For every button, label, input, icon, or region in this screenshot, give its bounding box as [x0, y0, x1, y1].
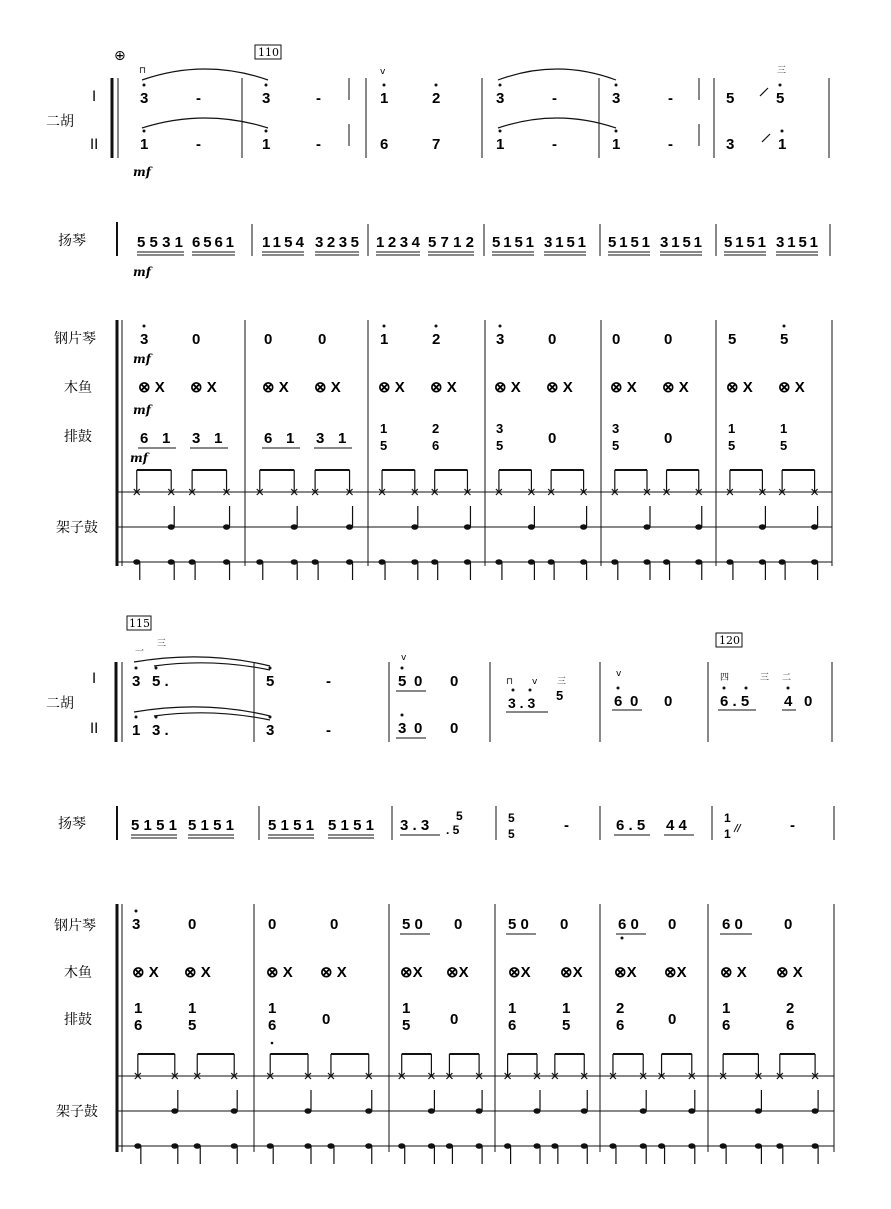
- svg-text:三: 三: [760, 673, 770, 683]
- up-bow-mark: v: [380, 67, 386, 77]
- svg-text:4 4: 4 4: [666, 817, 687, 834]
- svg-text:0: 0: [664, 693, 673, 710]
- svg-text:5: 5: [780, 438, 788, 453]
- coda-sign: ⊕: [114, 48, 126, 64]
- svg-text:二胡: 二胡: [46, 696, 74, 712]
- svg-text:6: 6: [140, 430, 149, 447]
- svg-text:1: 1: [214, 430, 223, 447]
- svg-text:5: 5: [380, 438, 388, 453]
- svg-text:0: 0: [264, 331, 273, 348]
- svg-text:三: 三: [557, 677, 567, 687]
- svg-text:5 0: 5 0: [508, 916, 529, 933]
- svg-text:5: 5: [726, 90, 735, 107]
- svg-text:6: 6: [614, 693, 623, 710]
- svg-text:-: -: [552, 90, 557, 107]
- svg-text:3: 3: [266, 722, 275, 739]
- svg-text:2: 2: [616, 1000, 625, 1017]
- svg-text:0: 0: [548, 430, 557, 447]
- svg-text:v: v: [616, 669, 622, 679]
- svg-text:3: 3: [496, 331, 505, 348]
- svg-text:3: 3: [140, 331, 149, 348]
- svg-text:木鱼: 木鱼: [64, 965, 92, 981]
- svg-text:⊗ X: ⊗ X: [726, 379, 753, 396]
- svg-text:1: 1: [724, 827, 731, 841]
- svg-text:5151: 5151: [131, 817, 177, 834]
- svg-text:-: -: [668, 136, 673, 153]
- svg-text:1: 1: [778, 136, 787, 153]
- svg-text:⊗ X: ⊗ X: [662, 379, 689, 396]
- svg-text:II: II: [90, 721, 99, 737]
- svg-text:0: 0: [548, 331, 557, 348]
- svg-text:5: 5: [398, 673, 407, 690]
- svg-text:⊗ X: ⊗ X: [430, 379, 457, 396]
- svg-text:-: -: [196, 136, 201, 153]
- svg-text:三: 三: [157, 639, 167, 649]
- svg-text:5: 5: [612, 438, 620, 453]
- svg-text:⊗X: ⊗X: [400, 964, 423, 981]
- svg-text:1: 1: [612, 136, 621, 153]
- svg-text:⊗ X: ⊗ X: [610, 379, 637, 396]
- system-2: [46, 616, 834, 1164]
- svg-text:⊗ X: ⊗ X: [320, 964, 347, 981]
- svg-text:5: 5: [496, 438, 504, 453]
- svg-text:3 . 3: 3 . 3: [508, 695, 536, 711]
- svg-text:3: 3: [726, 136, 735, 153]
- svg-text:v: v: [401, 653, 407, 663]
- svg-text:1: 1: [140, 136, 149, 153]
- drumkit-label: 架子鼓: [56, 520, 98, 536]
- fingering-three: 三: [777, 66, 787, 76]
- svg-text:1: 1: [132, 722, 141, 739]
- svg-text:5: 5: [776, 90, 785, 107]
- svg-text:3: 3: [612, 90, 621, 107]
- svg-text:0: 0: [414, 673, 423, 690]
- svg-text:5712: 5712: [428, 234, 474, 251]
- svg-text:⊗ X: ⊗ X: [378, 379, 405, 396]
- svg-text:1: 1: [162, 430, 171, 447]
- svg-text:3 .: 3 .: [152, 722, 169, 739]
- svg-text:2: 2: [786, 1000, 795, 1017]
- svg-text:5: 5: [556, 688, 564, 703]
- svg-text:架子鼓: 架子鼓: [56, 1104, 98, 1120]
- svg-text:⊗ X: ⊗ X: [314, 379, 341, 396]
- svg-text:2: 2: [432, 421, 440, 436]
- svg-text:1154: 1154: [262, 234, 304, 251]
- svg-text:1: 1: [380, 90, 389, 107]
- glockenspiel-label: 钢片琴: [54, 331, 96, 347]
- fingering-two: 二: [782, 673, 792, 683]
- svg-text:5: 5: [508, 811, 515, 825]
- svg-text:⊗X: ⊗X: [614, 964, 637, 981]
- svg-text:v: v: [532, 677, 538, 687]
- erhu-1-label: I: [92, 89, 97, 105]
- svg-text:3: 3: [192, 430, 201, 447]
- svg-text:0: 0: [454, 916, 463, 933]
- svg-text:⊗X: ⊗X: [560, 964, 583, 981]
- svg-text:1: 1: [338, 430, 347, 447]
- svg-text:1: 1: [402, 1000, 411, 1017]
- svg-text:⊗X: ⊗X: [664, 964, 687, 981]
- svg-text:6 . 5: 6 . 5: [616, 817, 646, 834]
- system-1: [46, 45, 832, 580]
- svg-text:5151: 5151: [328, 817, 374, 834]
- svg-text:0: 0: [668, 1011, 677, 1028]
- svg-text:-: -: [326, 673, 331, 690]
- svg-text:3: 3: [316, 430, 325, 447]
- svg-text:3: 3: [398, 720, 407, 737]
- svg-text:钢片琴: 钢片琴: [54, 918, 96, 934]
- svg-text:1: 1: [262, 136, 271, 153]
- svg-text:6: 6: [786, 1017, 795, 1034]
- svg-text:0: 0: [414, 720, 423, 737]
- measure-number-115: 115: [129, 617, 150, 630]
- svg-text:5151: 5151: [188, 817, 234, 834]
- svg-text:0: 0: [668, 916, 677, 933]
- svg-text:6 . 5: 6 . 5: [720, 693, 750, 710]
- svg-text:6: 6: [616, 1017, 625, 1034]
- svg-text:3: 3: [132, 673, 141, 690]
- svg-text:5: 5: [728, 331, 737, 348]
- svg-text:⊗ X: ⊗ X: [778, 379, 805, 396]
- svg-text:⊗X: ⊗X: [508, 964, 531, 981]
- svg-text:5151: 5151: [268, 817, 314, 834]
- svg-text:0: 0: [630, 693, 639, 710]
- svg-text:5: 5: [562, 1017, 571, 1034]
- svg-text:3: 3: [612, 421, 620, 436]
- svg-text:⊗ X: ⊗ X: [546, 379, 573, 396]
- svg-text:-: -: [316, 136, 321, 153]
- svg-text:⊗ X: ⊗ X: [720, 964, 747, 981]
- svg-text:6561: 6561: [192, 234, 234, 251]
- svg-text:6: 6: [264, 430, 273, 447]
- svg-text:1: 1: [188, 1000, 197, 1017]
- svg-text:-: -: [316, 90, 321, 107]
- svg-text:1: 1: [780, 421, 788, 436]
- svg-text:5: 5: [402, 1017, 411, 1034]
- svg-text:⊗ X: ⊗ X: [494, 379, 521, 396]
- svg-text:6: 6: [722, 1017, 731, 1034]
- svg-text:0: 0: [318, 331, 327, 348]
- svg-text:5151: 5151: [608, 234, 650, 251]
- svg-text:5: 5: [508, 827, 515, 841]
- muyu-label: 木鱼: [64, 380, 92, 396]
- svg-text:3 . 3: 3 . 3: [400, 817, 430, 834]
- svg-text:5151: 5151: [492, 234, 534, 251]
- svg-text:⊗ X: ⊗ X: [776, 964, 803, 981]
- svg-text:3: 3: [496, 90, 505, 107]
- svg-text:⊗X: ⊗X: [446, 964, 469, 981]
- svg-text:-: -: [668, 90, 673, 107]
- measure-number-120: 120: [719, 634, 740, 647]
- svg-text:0: 0: [612, 331, 621, 348]
- svg-text:5 0: 5 0: [402, 916, 423, 933]
- svg-text:0: 0: [804, 693, 813, 710]
- svg-text:0: 0: [664, 331, 673, 348]
- svg-text:1: 1: [508, 1000, 517, 1017]
- svg-text:0: 0: [188, 916, 197, 933]
- svg-text:6 0: 6 0: [722, 916, 743, 933]
- svg-text:5 .: 5 .: [152, 673, 169, 690]
- svg-text:5151: 5151: [724, 234, 766, 251]
- svg-text:1: 1: [380, 421, 388, 436]
- svg-text:1: 1: [268, 1000, 277, 1017]
- svg-text:mf: mf: [133, 265, 151, 279]
- svg-text:1: 1: [380, 331, 389, 348]
- down-bow-mark: ⊓: [139, 66, 147, 76]
- svg-text:7: 7: [432, 136, 441, 153]
- svg-text:5: 5: [456, 809, 463, 823]
- svg-text:扬琴: 扬琴: [58, 816, 86, 832]
- svg-text:1: 1: [134, 1000, 143, 1017]
- svg-text:5: 5: [728, 438, 736, 453]
- svg-text:3: 3: [132, 916, 141, 933]
- svg-text:0: 0: [268, 916, 277, 933]
- svg-text:⊗ X: ⊗ X: [138, 379, 165, 396]
- svg-text:. 5: . 5: [446, 823, 460, 837]
- svg-text:2: 2: [432, 331, 441, 348]
- svg-text:1: 1: [724, 811, 731, 825]
- svg-text:0: 0: [330, 916, 339, 933]
- svg-text:6: 6: [134, 1017, 143, 1034]
- yangqin-label: 扬琴: [58, 233, 86, 249]
- svg-text:3: 3: [262, 90, 271, 107]
- svg-text:⊗ X: ⊗ X: [190, 379, 217, 396]
- svg-text:-: -: [564, 817, 569, 834]
- svg-text:5: 5: [780, 331, 789, 348]
- svg-text:3151: 3151: [776, 234, 818, 251]
- svg-text:6: 6: [268, 1017, 277, 1034]
- svg-text:0: 0: [560, 916, 569, 933]
- svg-text:mf: mf: [133, 352, 151, 366]
- svg-text:mf: mf: [133, 403, 151, 417]
- svg-text:0: 0: [192, 331, 201, 348]
- svg-text:-: -: [326, 722, 331, 739]
- svg-text:0: 0: [450, 1011, 459, 1028]
- svg-text:mf: mf: [130, 451, 148, 465]
- svg-text:3151: 3151: [660, 234, 702, 251]
- svg-text:6 0: 6 0: [618, 916, 639, 933]
- svg-text:1: 1: [562, 1000, 571, 1017]
- svg-text:I: I: [92, 671, 97, 687]
- svg-text:1234: 1234: [376, 234, 420, 251]
- svg-text:0: 0: [450, 720, 459, 737]
- paigu-label: 排鼓: [64, 429, 92, 445]
- svg-text:1: 1: [722, 1000, 731, 1017]
- svg-text:⊓: ⊓: [506, 677, 514, 687]
- svg-text:-: -: [196, 90, 201, 107]
- svg-text:⊗ X: ⊗ X: [132, 964, 159, 981]
- svg-text:⊗ X: ⊗ X: [262, 379, 289, 396]
- svg-text:3: 3: [140, 90, 149, 107]
- svg-text:5531: 5531: [137, 234, 183, 251]
- svg-text:0: 0: [664, 430, 673, 447]
- measure-number-110: 110: [258, 46, 279, 59]
- svg-text:0: 0: [784, 916, 793, 933]
- svg-text:3235: 3235: [315, 234, 359, 251]
- svg-text:⊗ X: ⊗ X: [266, 964, 293, 981]
- svg-text:1: 1: [286, 430, 295, 447]
- svg-text:6: 6: [508, 1017, 517, 1034]
- dynamic-mf: mf: [133, 165, 151, 179]
- svg-text:3: 3: [496, 421, 504, 436]
- svg-text:2: 2: [432, 90, 441, 107]
- svg-text:3151: 3151: [544, 234, 586, 251]
- svg-text:⊗ X: ⊗ X: [184, 964, 211, 981]
- svg-text:0: 0: [450, 673, 459, 690]
- svg-text:6: 6: [380, 136, 389, 153]
- svg-text:1: 1: [728, 421, 736, 436]
- svg-text:5: 5: [188, 1017, 197, 1034]
- svg-text:1: 1: [496, 136, 505, 153]
- svg-text:-: -: [790, 817, 795, 834]
- fingering-four: 四: [720, 673, 730, 683]
- svg-text:5: 5: [266, 673, 275, 690]
- svg-text:6: 6: [432, 438, 440, 453]
- svg-text:排鼓: 排鼓: [64, 1012, 92, 1028]
- erhu-2-label: II: [90, 137, 99, 153]
- svg-text:0: 0: [322, 1011, 331, 1028]
- svg-text:4: 4: [784, 693, 793, 710]
- svg-text:一: 一: [135, 647, 145, 657]
- erhu-label: 二胡: [46, 114, 74, 130]
- svg-text:-: -: [552, 136, 557, 153]
